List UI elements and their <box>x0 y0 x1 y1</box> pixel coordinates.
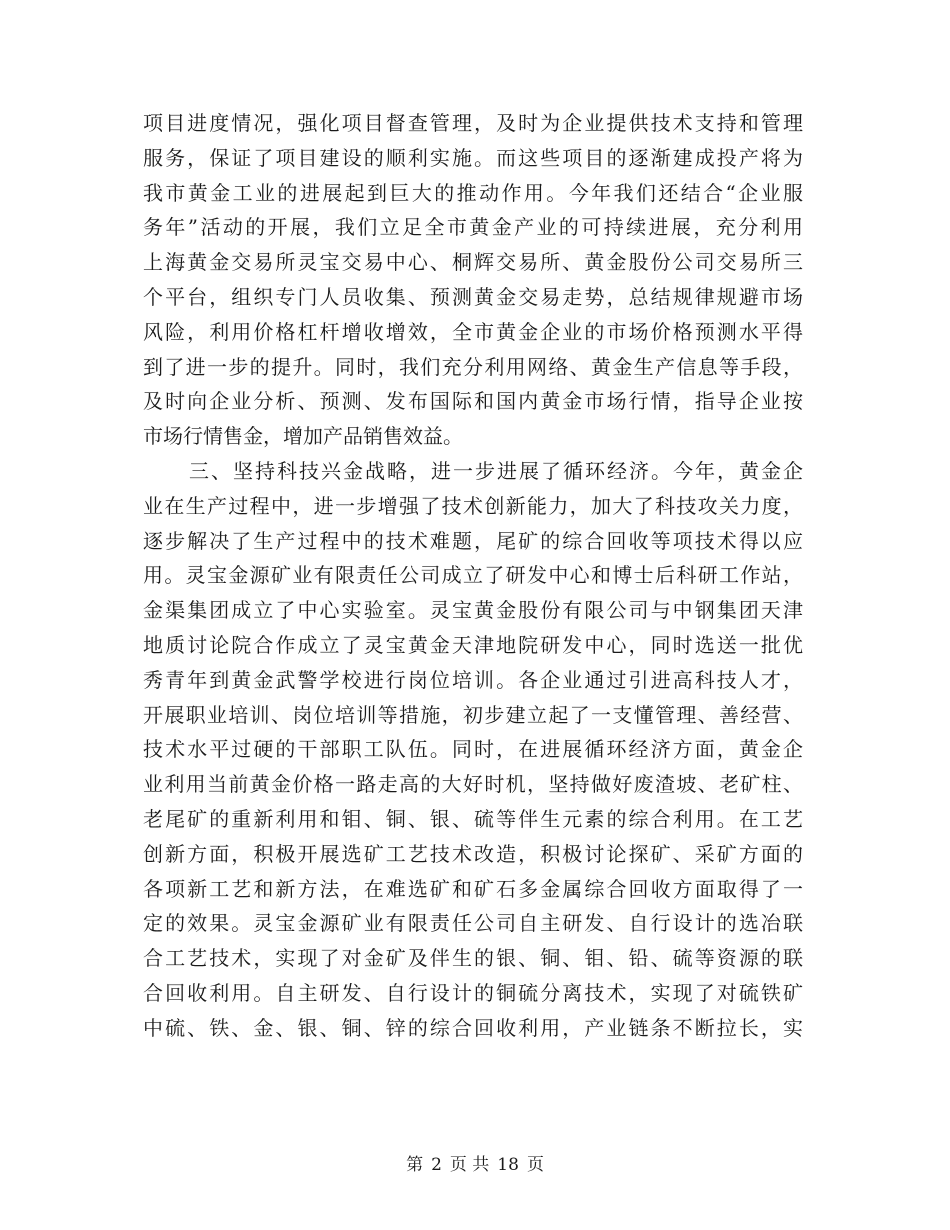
text-line: 逐步解决了生产过程中的技术难题，尾矿的综合回收等项技术得以应 <box>143 528 803 553</box>
footer-prefix: 第 <box>406 1155 424 1175</box>
text-line: 技术水平过硬的干部职工队伍。同时，在进展循环经济方面，黄金企 <box>143 737 803 762</box>
footer-suffix: 页 <box>526 1155 544 1175</box>
text-line: 到了进一步的提升。同时，我们充分利用网络、黄金生产信息等手段， <box>143 354 803 379</box>
text-line: 三、坚持科技兴金战略，进一步进展了循环经济。今年，黄金企 <box>189 458 803 483</box>
body-text <box>143 106 803 1046</box>
text-line: 市场行情售金，增加产品销售效益。 <box>143 424 463 449</box>
text-line: 服务，保证了项目建设的顺利实施。而这些项目的逐渐建成投产将为 <box>143 145 803 170</box>
text-line: 各项新工艺和新方法，在难选矿和矿石多金属综合回收方面取得了一 <box>143 876 803 901</box>
text-line: 及时向企业分析、预测、发布国际和国内黄金市场行情，指导企业按 <box>143 389 803 414</box>
text-line: 开展职业培训、岗位培训等措施，初步建立起了一支懂管理、善经营、 <box>143 702 803 727</box>
text-line: 业在生产过程中，进一步增强了技术创新能力，加大了科技攻关力度， <box>143 493 803 518</box>
text-line: 用。灵宝金源矿业有限责任公司成立了研发中心和博士后科研工作站， <box>143 563 803 588</box>
text-line: 上海黄金交易所灵宝交易中心、桐辉交易所、黄金股份公司交易所三 <box>143 250 803 275</box>
text-line: 老尾矿的重新利用和钼、铜、银、硫等伴生元素的综合利用。在工艺 <box>143 806 803 831</box>
text-line: 务年”活动的开展，我们立足全市黄金产业的可持续进展，充分利用 <box>143 215 803 240</box>
text-line: 业利用当前黄金价格一路走高的大好时机，坚持做好废渣坡、老矿柱、 <box>143 772 803 797</box>
text-line: 风险，利用价格杠杆增收增效，全市黄金企业的市场价格预测水平得 <box>143 319 803 344</box>
page-footer <box>0 1150 950 1175</box>
text-line: 地质讨论院合作成立了灵宝黄金天津地院研发中心，同时选送一批优 <box>143 632 803 657</box>
footer-middle: 页 共 <box>449 1155 490 1175</box>
text-line: 个平台，组织专门人员收集、预测黄金交易走势，总结规律规避市场 <box>143 284 803 309</box>
text-line: 秀青年到黄金武警学校进行岗位培训。各企业通过引进高科技人才， <box>143 667 803 692</box>
text-line: 创新方面，积极开展选矿工艺技术改造，积极讨论探矿、采矿方面的 <box>143 841 803 866</box>
page-number: 2 <box>431 1155 442 1175</box>
text-line: 合回收利用。自主研发、自行设计的铜硫分离技术，实现了对硫铁矿 <box>143 980 803 1005</box>
text-line: 金渠集团成立了中心实验室。灵宝黄金股份有限公司与中钢集团天津 <box>143 598 803 623</box>
text-line: 我市黄金工业的进展起到巨大的推动作用。今年我们还结合“企业服 <box>143 180 803 205</box>
text-line: 中硫、铁、金、银、铜、锌的综合回收利用，产业链条不断拉长，实 <box>143 1015 803 1040</box>
text-line: 项目进度情况，强化项目督查管理，及时为企业提供技术支持和管理 <box>143 111 803 135</box>
page-total: 18 <box>497 1155 519 1175</box>
text-line: 合工艺技术，实现了对金矿及伴生的银、铜、钼、铅、硫等资源的联 <box>143 946 803 971</box>
text-line: 定的效果。灵宝金源矿业有限责任公司自主研发、自行设计的选冶联 <box>143 911 803 936</box>
